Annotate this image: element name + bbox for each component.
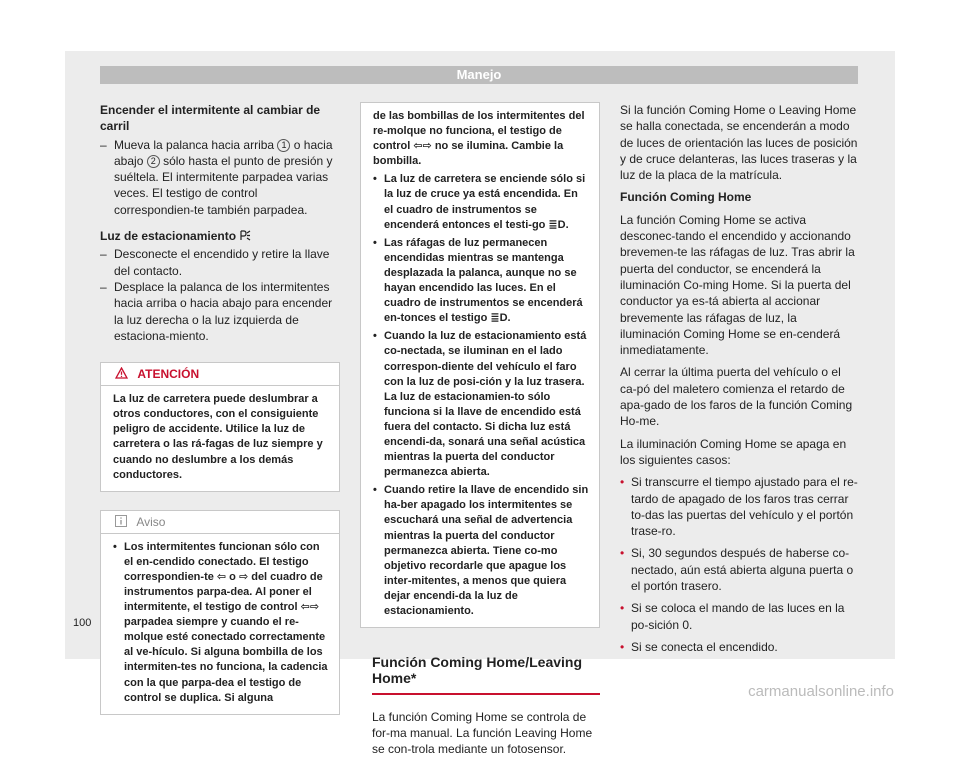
paragraph-off-cases: La iluminación Coming Home se apaga en los siguientes casos: (620, 436, 847, 467)
paragraph-delay: Al cerrar la última puerta del vehículo o el ca-pó del maletero comienza el retardo de apa-gado de los faros de la función Coming Ho-me. (620, 365, 853, 429)
column-1 (100, 102, 340, 715)
warning-box (100, 362, 340, 492)
parking-light-icon (239, 230, 251, 241)
paragraph-activation: La función Coming Home se activa desconec-tando el encendido y accionando brevemen-te las ráfagas de luz. Tras abrir la puerta del conductor, se encenderá la iluminación Co-ming Home. Si la puerta del conductor ya es-tá abierta al accionar brevemente las ráfagas de luz, la iluminación Coming Home se en-cenderá inmediatamente. (620, 212, 855, 358)
watermark: carmanualsonline.info (748, 683, 894, 700)
step-lane-change: – Mueva la palanca hacia arriba 1 o hacia abajo 2 sólo hasta el punto de presión y suéltela. El intermitente parpadea varias veces. El testigo de control correspondien-te también parpadea. (100, 137, 333, 217)
note-box (100, 510, 340, 715)
note-continued-text: de las bombillas de los intermitentes del re-molque no funciona, el testigo de control ⇦⇨ no se ilumina. Cambie la bombilla. (373, 110, 585, 168)
info-icon (115, 515, 127, 527)
note-header: Aviso (101, 511, 339, 534)
bullet-ignition-on: • Si se conecta el encendido. (620, 639, 778, 654)
callout-1: 1 (277, 139, 290, 152)
note-box-continued (360, 102, 600, 628)
note-text: • Los intermitentes funcionan sólo con el en-cendido conectado. El testigo correspondien-te ⇦ o ⇨ del cuadro de instrumentos parpa-dea. Al poner el intermitente, el testigo de control ⇦⇨ parpadea siempre y cuando el re-molque esté conectado correctamente al ve-hículo. Si alguna bombilla de los intermiten-tes no funciona, la cadencia con la que parpa-dea el testigo de control se duplica. Si alguna (113, 540, 328, 704)
page-header: Manejo (100, 66, 858, 84)
page-number: 100 (73, 617, 92, 629)
step-ignition-off: – Desconecte el encendido y retire la llave del contacto. (100, 247, 330, 278)
heading-parking-light: Luz de estacionamiento (100, 228, 340, 244)
section-coming-home (360, 654, 600, 757)
note-bullet-flash: • Las ráfagas de luz permanecen encendidas mientras se mantenga desplazada la palanca, aunque no se hayan encendido las luces. En el cuadro de instrumentos se encenderá en-tonces el testigo ≣D. (373, 236, 583, 325)
heading-lane-change: Encender el intermitente al cambiar de carril (100, 103, 321, 134)
bullet-switch-position: • Si se coloca el mando de las luces en la po-sición 0. (620, 601, 845, 632)
note-bullet-parking: • Cuando la luz de estacionamiento está co-nectada, se iluminan en el lado correspon-diente del vehículo el faro con la luz de posi-ción y la luz trasera. La luz de estacionamien-to sólo funciona si la llave de encendido está fuera del contacto. Si dicha luz está encendi-da, sonará una señal acústica mientras la puerta del conductor permanezca abierta. (373, 330, 587, 479)
bullet-30-seconds: • Si, 30 segundos después de haberse co-nectado, aún está abierta alguna puerta o el portón trasero. (620, 546, 854, 594)
bullet-timeout: • Si transcurre el tiempo ajustado para el re-tardo de apagado de los faros tras cerrar to-das las puertas del vehículo y el portón trase-ro. (620, 475, 858, 539)
note-bullet-high-beam: • La luz de carretera se enciende sólo si la luz de cruce ya está encendida. En el cuadro de instrumentos se encenderá entonces el testi-go ≣D. (373, 173, 586, 231)
paragraph-intro: Si la función Coming Home o Leaving Home se halla conectada, se encenderán a modo de luces de orientación las luces de posición y de cruce delanteras, las luces traseras y la luz de la placa de la matrícula. (620, 103, 858, 183)
warning-triangle-icon (115, 367, 128, 379)
note-bullet-key: • Cuando retire la llave de encendido sin ha-ber apagado los intermitentes se escuchará una señal de advertencia mientras la puerta del conductor permanezca abierta. Tiene co-mo objetivo recordarle que apague los inter-mitentes, a menos que quiera dejar encendi-da la luz de estacionamiento. (373, 484, 589, 617)
warning-header: ATENCIÓN (101, 363, 339, 386)
step-move-lever: – Desplace la palanca de los intermitentes hacia arriba o hacia abajo para encender la luz derecha o la luz izquierda de estaciona-miento. (100, 279, 333, 343)
section-intro: La función Coming Home se controla de for-ma manual. La función Leaving Home se con-trola mediante un fotosensor. (372, 709, 593, 757)
warning-text: La luz de carretera puede deslumbrar a otros conductores, con el consiguiente peligro de accidente. Utilice la luz de carretera o las rá-fagas de luz siempre y cuando no deslumbre a los demás conductores. (113, 393, 323, 481)
heading-coming-home: Función Coming Home (620, 190, 752, 205)
section-title: Función Coming Home/Leaving Home* (372, 654, 600, 695)
callout-2: 2 (147, 155, 160, 168)
column-3 (620, 102, 860, 661)
column-2 (360, 102, 600, 758)
